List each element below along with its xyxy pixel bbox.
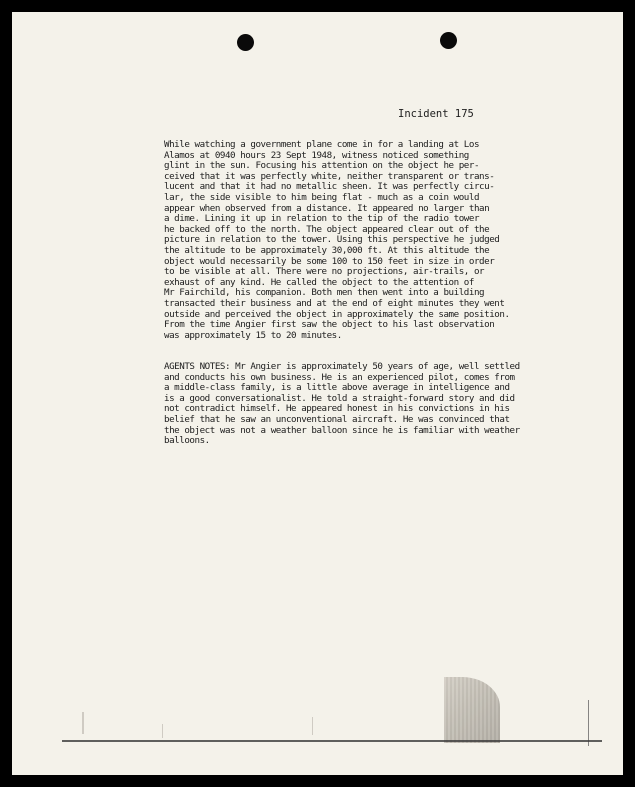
text-line: and conducts his own business. He is an experienced pilot, comes from (164, 371, 515, 383)
text-line: Alamos at 0940 hours 23 Sept 1948, witness noticed something (164, 149, 469, 161)
incident-number: Incident 175 (398, 108, 474, 120)
text-line: lar, the side visible to him being flat - much as a coin would (164, 191, 480, 203)
text-line: is a good conversationalist. He told a straight-forward story and did (164, 392, 515, 404)
text-line: exhaust of any kind. He called the object to the attention of (164, 276, 474, 288)
text-line: a dime. Lining it up in relation to the tip of the radio tower (164, 213, 480, 225)
text-line: From the time Angier first saw the object to his last observation (164, 319, 495, 331)
text-line: transacted their business and at the end of eight minutes they went (164, 297, 505, 309)
text-line: the altitude to be approximately 30,000 ft. At this altitude the (164, 244, 490, 256)
text-line: to be visible at all. There were no projections, air-trails, or (164, 266, 485, 278)
scan-artifact (162, 724, 163, 738)
text-line: not contradict himself. He appeared honest in his convictions in his (164, 403, 510, 415)
agents-notes-paragraph (164, 362, 520, 447)
text-line: Mr Fairchild, his companion. Both men then went into a building (164, 287, 485, 299)
observation-paragraph (164, 140, 510, 341)
scan-smudge (444, 677, 500, 743)
text-line: appear when observed from a distance. It appeared no larger than (164, 202, 490, 214)
text-line: glint in the sun. Focusing his attention on the object he per- (164, 160, 480, 172)
text-line: was approximately 15 to 20 minutes. (164, 329, 342, 341)
document-page (12, 12, 623, 775)
scan-artifact (82, 712, 84, 734)
text-line: a middle-class family, is a little above average in intelligence and (164, 382, 510, 394)
text-line: the object was not a weather balloon since he is familiar with weather (164, 424, 520, 436)
punch-hole-left (237, 34, 254, 51)
bottom-rule-line (62, 740, 602, 742)
text-line: While watching a government plane come in for a landing at Los (164, 139, 480, 150)
text-line: belief that he saw an unconventional aircraft. He was convinced that (164, 413, 510, 425)
text-line: picture in relation to the tower. Using this perspective he judged (164, 234, 500, 246)
scan-artifact (312, 717, 313, 735)
text-line: balloons. (164, 435, 210, 447)
text-line: object would necessarily be some 100 to 150 feet in size in order (164, 255, 495, 267)
text-line: lucent and that it had no metallic sheen. It was perfectly circu- (164, 181, 495, 193)
punch-hole-right (440, 32, 457, 49)
text-line: he backed off to the north. The object appeared clear out of the (164, 223, 490, 235)
text-line: AGENTS NOTES: Mr Angier is approximately 50 years of age, well settled (164, 361, 520, 372)
text-line: ceived that it was perfectly white, neither transparent or trans- (164, 170, 495, 182)
text-line: outside and perceived the object in approximately the same position. (164, 308, 510, 320)
